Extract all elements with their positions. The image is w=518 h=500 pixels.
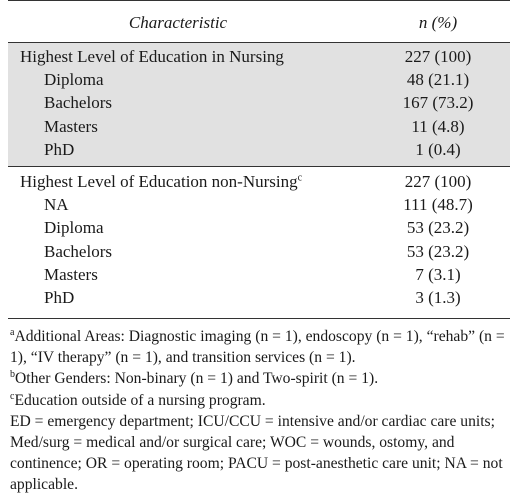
table-row	[8, 115, 510, 138]
header-characteristic: Characteristic	[128, 13, 228, 32]
footnote-text: Additional Areas: Diagnostic imaging (n = 1), endoscopy (n = 1), “rehab” (n = 1), “IV therapy” (n = 1), and transition services (n = 1).	[10, 328, 505, 367]
section-non-nursing-education	[8, 170, 510, 309]
section-nursing-education	[8, 43, 510, 166]
table-header	[8, 1, 510, 43]
footnote-marker: b	[10, 369, 15, 381]
table-row	[8, 170, 510, 193]
header-n-percent: n (%)	[418, 13, 458, 32]
footnote-marker: c	[10, 390, 15, 402]
footnote-marker: c	[297, 172, 303, 184]
footnote-marker: a	[10, 326, 15, 338]
footnote-text: Education outside of a nursing program.	[14, 391, 266, 409]
row-value: 1 (0.4)	[415, 139, 461, 159]
section-title-text: Highest Level of Education non-Nursing	[20, 172, 298, 191]
row-label: PhD	[44, 287, 75, 307]
row-value: 111 (48.7)	[403, 195, 473, 215]
row-label: Diploma	[44, 70, 104, 90]
row-label: PhD	[44, 139, 75, 159]
row-value: 53 (23.2)	[406, 241, 470, 261]
row-label: Masters	[44, 116, 98, 136]
row-label: Diploma	[44, 218, 104, 238]
table-row	[8, 263, 510, 286]
table-row	[8, 91, 510, 114]
table-row	[8, 240, 510, 263]
footnote-text: Other Genders: Non-binary (n = 1) and Two-spirit (n = 1).	[15, 370, 379, 388]
footnote-a	[10, 326, 510, 368]
section-title: Highest Level of Education in Nursing	[20, 47, 284, 66]
row-value: 11 (4.8)	[411, 116, 465, 136]
abbreviations-note: ED = emergency department; ICU/CCU = intensive and/or cardiac care units; Med/surg = medical and/or surgical care; WOC = wounds, ostomy, and continence; OR = operating room; PACU = post-anesthetic care unit; NA = not applicable.	[10, 412, 503, 494]
section-total: 227 (100)	[404, 47, 472, 66]
row-label: Bachelors	[44, 241, 112, 261]
table-row	[8, 45, 510, 68]
section-divider	[8, 166, 510, 167]
row-label: NA	[44, 195, 69, 215]
footnote-b	[10, 368, 510, 389]
table-row	[8, 68, 510, 91]
section-title	[20, 170, 302, 193]
row-value: 48 (21.1)	[406, 70, 470, 90]
row-label: Masters	[44, 264, 98, 284]
section-total: 227 (100)	[404, 172, 472, 191]
row-value: 167 (73.2)	[402, 93, 474, 113]
table-row	[8, 216, 510, 239]
table-row	[8, 193, 510, 216]
row-value: 3 (1.3)	[415, 287, 461, 307]
table-row	[8, 286, 510, 309]
table-footnotes	[10, 326, 510, 496]
footnote-c	[10, 390, 510, 411]
row-label: Bachelors	[44, 93, 112, 113]
bottom-rule	[8, 318, 510, 319]
table-row	[8, 138, 510, 161]
row-value: 7 (3.1)	[415, 264, 461, 284]
row-value: 53 (23.2)	[406, 218, 470, 238]
